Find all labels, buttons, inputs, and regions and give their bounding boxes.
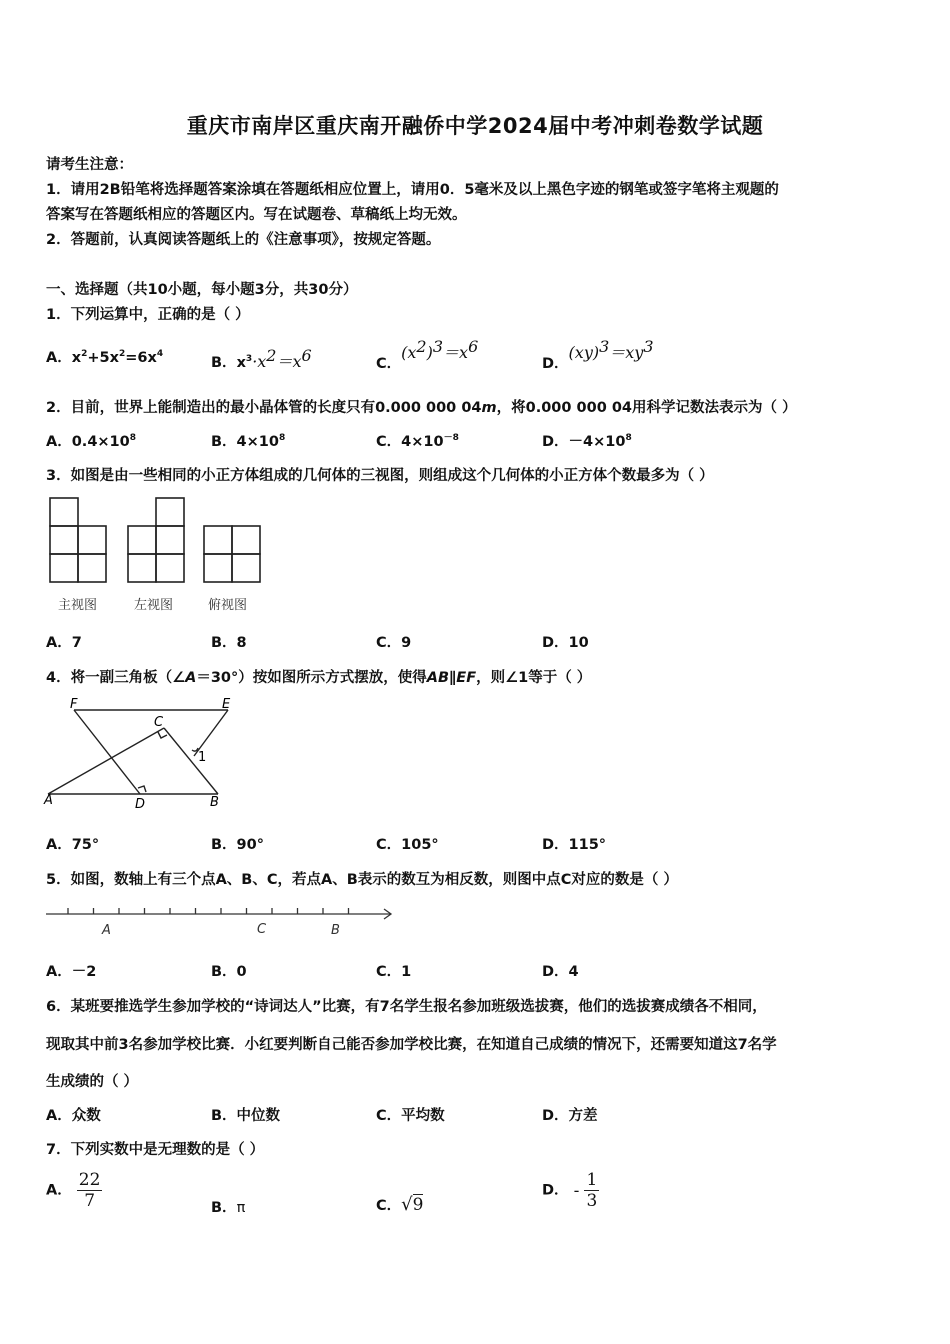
svg-text:A: A	[44, 793, 53, 808]
question-4-stem: 4．将一副三角板（∠A＝30°）按如图所示方式摆放，使得AB∥EF，则∠1等于（ ）	[46, 670, 592, 686]
question-5-option-b: B．0	[211, 964, 247, 980]
top-view-cell	[232, 554, 260, 582]
question-3-option-d: D．10	[542, 635, 589, 651]
question-3-option-b: B．8	[211, 635, 247, 651]
question-4-option-b: B．90°	[211, 837, 264, 853]
line-fd	[74, 710, 140, 794]
question-3-option-a: A．7	[46, 635, 82, 651]
svg-text:F: F	[70, 698, 78, 712]
svg-text:E: E	[222, 698, 231, 712]
notice-item-2: 2．答题前，认真阅读答题纸上的《注意事项》，按规定答题。	[46, 232, 441, 248]
question-2-option-a: A．$0.4\times 10^8$	[46, 433, 137, 450]
triangle-figure	[40, 698, 250, 814]
svg-text:C: C	[154, 715, 164, 730]
left-view-cell	[156, 554, 184, 582]
front-view-cell	[78, 554, 106, 582]
three-views-figure	[44, 492, 268, 618]
question-6-option-d: D．方差	[542, 1108, 598, 1124]
top-view-cell	[232, 526, 260, 554]
front-view-label: 主视图	[58, 598, 98, 613]
top-view-label: 俯视图	[208, 598, 248, 613]
top-view-cell	[204, 526, 232, 554]
svg-text:B: B	[210, 795, 219, 810]
question-1-option-b: B．$x^3\cdot x^2=x^6$	[211, 346, 312, 371]
question-4-option-a: A．75°	[46, 837, 100, 853]
point-a-label: A	[102, 923, 111, 938]
question-1-option-c: C．$(x^2)^3=x^6$	[376, 337, 479, 372]
question-7-option-c: C．√9	[376, 1194, 424, 1215]
front-view-cell	[78, 526, 106, 554]
number-line-figure	[44, 902, 396, 940]
right-angle-d	[138, 786, 146, 792]
question-7-option-a: A． $\frac{22}{7}$	[46, 1170, 101, 1211]
question-3-option-c: C．9	[376, 635, 412, 651]
question-5-option-c: C．1	[376, 964, 412, 980]
question-4-option-d: D．115°	[542, 837, 607, 853]
point-b-label: B	[331, 923, 340, 938]
line-ac	[48, 728, 164, 794]
question-5-option-a: A．－2	[46, 964, 97, 980]
left-view-cell	[156, 526, 184, 554]
question-3-stem: 3．如图是由一些相同的小正方体组成的几何体的三视图，则组成这个几何体的小正方体个数最多为（ ）	[46, 468, 714, 484]
line-cb	[164, 728, 218, 794]
question-6-option-c: C．平均数	[376, 1108, 445, 1124]
question-4-option-c: C．105°	[376, 837, 439, 853]
question-2-option-b: B．$4\times 10^8$	[211, 433, 286, 450]
left-view-cell	[156, 498, 184, 526]
svg-text:1: 1	[198, 750, 207, 765]
right-angle-c	[158, 732, 167, 738]
left-view-cell	[128, 554, 156, 582]
fraction-1-3: $\frac{1}{3}$	[586, 1170, 598, 1211]
question-5-option-d: D．4	[542, 964, 579, 980]
point-c-label: C	[257, 922, 267, 937]
page-title: 重庆市南岸区重庆南开融侨中学2024届中考冲刺卷数学试题	[186, 114, 764, 138]
front-view-cell	[50, 498, 78, 526]
sqrt-symbol: √	[401, 1194, 413, 1215]
question-7-option-d: D． - $\frac{1}{3}$	[542, 1170, 598, 1211]
svg-text:D: D	[135, 797, 146, 812]
question-6-line-3: 生成绩的（ ）	[46, 1074, 139, 1090]
question-2-option-c: C．$4\times 10^{-8}$	[376, 433, 459, 450]
question-1-stem: 1．下列运算中，正确的是（ ）	[46, 307, 250, 323]
question-1-option-d: D．$(xy)^3=xy^3$	[542, 337, 654, 372]
notice-heading: 请考生注意：	[46, 157, 133, 173]
question-5-stem: 5．如图，数轴上有三个点A、B、C，若点A、B表示的数互为相反数，则图中点C对应的数是（ ）	[46, 872, 678, 888]
front-view-cell	[50, 554, 78, 582]
top-view-cell	[204, 554, 232, 582]
question-1-option-a: A．$x^2+5x^2=6x^4$	[46, 349, 164, 366]
question-6-line-1: 6．某班要推选学生参加学校的“诗词达人”比赛，有7名学生报名参加班级选拔赛，他们的选拔赛成绩各不相同，	[46, 999, 767, 1015]
notice-item-1-line-1: 1．请用2B铅笔将选择题答案涂填在答题纸相应位置上，请用0．5毫米及以上黑色字迹的钢笔或签字笔将主观题的	[46, 182, 779, 198]
fraction-22-7: $\frac{22}{7}$	[78, 1170, 101, 1211]
left-view-cell	[128, 526, 156, 554]
notice-item-1-line-2: 答案写在答题纸相应的答题区内。写在试题卷、草稿纸上均无效。	[46, 207, 467, 223]
front-view-cell	[50, 526, 78, 554]
question-2-stem: 2．目前，世界上能制造出的最小晶体管的长度只有0.000 000 04m，将0.000 000 04用科学记数法表示为（ ）	[46, 400, 797, 416]
question-6-option-a: A．众数	[46, 1108, 101, 1124]
section-heading: 一、选择题（共10小题，每小题3分，共30分）	[46, 282, 358, 298]
question-6-line-2: 现取其中前3名参加学校比赛．小红要判断自己能否参加学校比赛，在知道自己成绩的情况下，还需要知道这7名学	[46, 1037, 777, 1053]
question-2-option-d: D．$-4\times 10^8$	[542, 433, 632, 450]
question-7-stem: 7．下列实数中是无理数的是（ ）	[46, 1142, 265, 1158]
question-6-option-b: B．中位数	[211, 1108, 281, 1124]
question-7-option-b: B．π	[211, 1200, 246, 1216]
left-view-label: 左视图	[134, 598, 174, 613]
